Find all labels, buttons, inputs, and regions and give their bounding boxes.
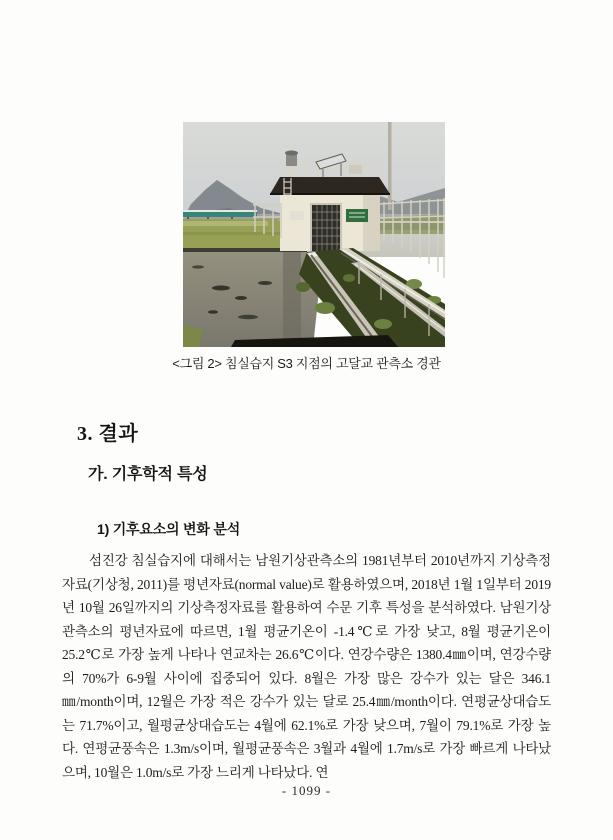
photo-green-sign (346, 209, 368, 222)
subsubsection-heading: 1) 기후요소의 변화 분석 (97, 521, 241, 537)
photo-door (310, 203, 342, 251)
photo-roof (270, 177, 390, 194)
photo-white-sign (290, 211, 304, 220)
section-heading: 3. 결과 (77, 423, 139, 445)
body-paragraph: 섬진강 침실습지에 대해서는 남원기상관측소의 1981년부터 2010년까지 기상측정자료(기상청, 2011)를 평년자료(normal value)로 활용하였으며, 2018년 1월 1일부터 2019년 10월 26일까지의 기상측정자료를 활용하여 수문 기후 특성을 분석하였다. 남원기상관측소의 평년자료에 따르면, 1월 평균기온이 -1.4℃로 가장 낮고, 8월 평균기온이 25.2℃로 가장 높게 나타나 연교차는 26.6℃이다. 연강수량은 1380.4㎜이며, 연강수량의 70%가 6-9월 사이에 집중되어 있다. 8월은 가장 많은 강수가 있는 달은 346.1㎜/month이며, 12월은 가장 적은 강수가 있는 달로 25.4㎜/month이다. 연평균상대습도는 71.7%이고, 월평균상대습도는 4월에 62.1%로 가장 낮으며, 7월이 79.1%로 가장 높다. 연평균풍속은 1.3m/s이며, 월평균풍속은 3월과 4월에 1.7m/s로 가장 빠르게 나타났으며, 10월은 1.0m/s로 가장 느리게 나타났다. 연 (62, 553, 551, 780)
photo-water (183, 248, 321, 347)
photo-walkway (296, 248, 445, 347)
station-photo (183, 122, 445, 347)
page-number: - 1099 - (281, 783, 332, 798)
subsection-heading: 가. 기후학적 특성 (88, 466, 208, 483)
photo-instrument-box (349, 165, 362, 174)
photo-pole (388, 122, 392, 210)
figure-caption: <그림 2> 침실습지 S3 지점의 고달교 관측소 경관 (172, 356, 441, 371)
